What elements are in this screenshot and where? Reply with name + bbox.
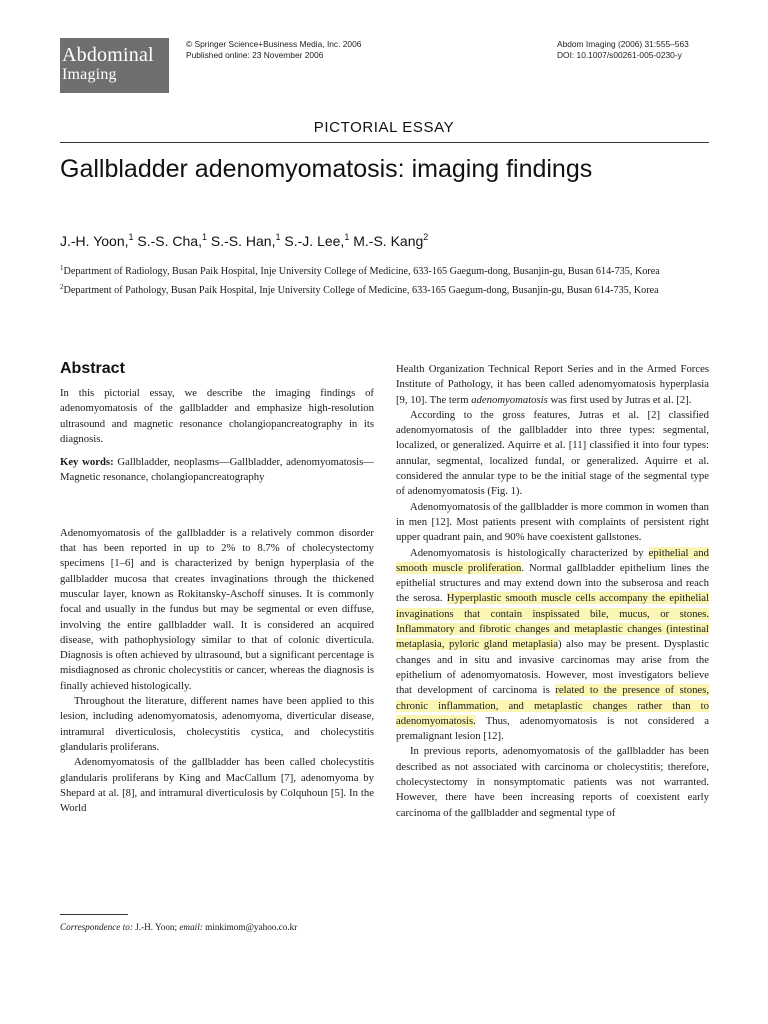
doi[interactable]: DOI: 10.1007/s00261-005-0230-y (557, 50, 682, 60)
body-paragraph: Adenomyomatosis of the gallbladder has been called cholecystitis glandularis proliferans by King and MacCallum [7], adenomyoma by Shepard at al. [8], and intramural diverticulosis by Colquhoun [5]. In the World (60, 756, 374, 815)
author[interactable]: S.-J. Lee,$^1$ (284, 232, 350, 249)
abstract-text: In this pictorial essay, we describe the imaging findings of adenomyomatosis of the gallbladder and emphasize high-resolution ultrasound and magnetic resonance cholangiopancreatography in its diagnosis. (60, 387, 374, 445)
author[interactable]: J.-H. Yoon,$^1$ (60, 232, 134, 249)
author[interactable]: S.-S. Han,$^1$ (210, 232, 281, 249)
body-paragraph: In previous reports, adenomyomatosis of the gallbladder has been described as not associated with carcinoma or cholecystitis; therefore, cholecystectomy in nonsymptomatic patients was not warranted. However, there have been increasing reports of coexistent early carcinoma of the gallbladder and segmental type of (396, 745, 709, 819)
article-title: Gallbladder adenomyomatosis: imaging findings (60, 155, 593, 183)
right-column (396, 362, 709, 821)
highlighted-text[interactable]: epithelial and smooth muscle proliferation (396, 546, 709, 574)
body-paragraph: Adenomyomatosis of the gallbladder is more common in women than in men [12]. Most patients present with complaints of persistent right upper quadrant pain, and 90% have coexistent gallstones. (396, 500, 709, 544)
published-online: Published online: 23 November 2006 (186, 50, 324, 60)
correspondence-footnote: Correspondence to: J.-H. Yoon; email: minkimom@yahoo.co.kr (60, 922, 298, 932)
journal-ref: Abdom Imaging (2006) 31:555–563 (557, 39, 689, 49)
highlighted-text[interactable]: Hyperplastic smooth muscle cells accompany the epithelial invaginations that contain inspissated bile, mucus, or stones. Inflammatory and fibrotic changes and metaplastic changes (intestinal metaplasia, pyloric gland metaplasia (396, 592, 710, 651)
keywords (60, 455, 374, 486)
keywords-text: Gallbladder, neoplasms—Gallbladder, adenomyomatosis—Magnetic resonance, cholangiopancreatography (60, 456, 374, 484)
left-column (60, 360, 374, 816)
term-emphasis: adenomyomatosis (471, 393, 548, 406)
email-link[interactable]: minkimom@yahoo.co.kr (202, 922, 298, 932)
footnote-rule (60, 914, 128, 915)
author[interactable]: M.-S. Kang$^2$ (353, 232, 429, 249)
body-paragraph: Health Organization Technical Report Series and in the Armed Forces Institute of Pathology, it has been called adenomyomatosis hyperplasia [9, 10]. The term adenomyomatosis was first used by Jutras et al. [2]. (396, 363, 709, 406)
keywords-label: Key words: (60, 456, 114, 469)
abstract-heading: Abstract (60, 360, 125, 377)
citation-info (557, 39, 709, 61)
copyright-line: © Springer Science+Business Media, Inc. 2006 (186, 39, 362, 49)
logo-line-2: Imaging (62, 66, 117, 83)
publisher-info (186, 39, 361, 61)
affiliations (60, 261, 710, 298)
highlighted-text[interactable]: related to the presence of stones, chronic inflammation, and metaplastic changes rather than to adenomyomatosis. (396, 684, 709, 727)
body-paragraph: Throughout the literature, different names have been applied to this lesion, including adenomyomatosis, adenomyoma, diverticular disease, intramural diverticulosis, cholecystitis cystica, and cholecystitis glandularis proliferans. (60, 695, 374, 753)
section-label: PICTORIAL ESSAY (313, 119, 455, 136)
author-list (60, 232, 428, 249)
body-paragraph: According to the gross features, Jutras et al. [2] classified adenomyomatosis of the gallbladder into three types: segmental, localized, or generalized. Aquirre et al. [11] classified it into four types: annular, segmental, localized fundal, or generalized. Aquirre et al. considered the annular type to be the initial stage of the segmental type of adenomyomatosis (Fig. 1). (396, 408, 709, 498)
journal-logo (60, 38, 169, 93)
affiliation-1: $^1$Department of Radiology, Busan Paik Hospital, Inje University College of Medicine, 633-165 Gaegum-dong, Busanjin-gu, Busan 614-735, Korea (60, 264, 660, 277)
logo-line-1: Abdominal (62, 44, 154, 66)
body-paragraph: Adenomyomatosis of the gallbladder is a relatively common disorder that has been reported in up to 2% to 8.7% of cholecystectomy specimens [1–6] and is characterized by benign hyperplasia of the gallbladder mucosa that creates invaginations through the thickened muscular layer, known as Rokitansky-Aschoff sinuses. It is commonly focal and usually in the fundus but may be segmental or even diffuse, involving the entire gallbladder wall. It is considered an acquired disease, with pathophysiology similar to that of colonic diverticula. Diagnosis is often achieved by ultrasound, but a significant percentage is misdiagnosed as chronic cholecystitis or cancer, whereas the diagnosis is finally achieved histologically. (60, 526, 374, 692)
affiliation-2: $^2$Department of Pathology, Busan Paik Hospital, Inje University College of Medicine, 633-165 Gaegum-dong, Busanjin-gu, Busan 614-735, Korea (60, 282, 659, 296)
header-rule (60, 142, 709, 143)
body-paragraph: Adenomyomatosis is histologically characterized by epithelial and smooth muscle proliferation. Normal gallbladder epithelium lines the epithelial structures and may extend down into the subserosa and reach the serosa. Hyperplastic smooth muscle cells accompany the epithelial invaginations that contain inspissated bile, mucus, or stones. Inflammatory and fibrotic changes and metaplastic changes (intestinal metaplasia, pyloric gland metaplasia) also may be present. Dysplastic changes and in situ and invasive carcinomas may arise from the epithelium of adenomyomatosis. However, most investigators believe that development of carcinoma is related to the presence of stones, chronic inflammation, and metaplastic changes rather than to adenomyomatosis. Thus, adenomyomatosis is not considered a premalignant lesion [12]. (396, 546, 710, 743)
author[interactable]: S.-S. Cha,$^1$ (137, 232, 208, 249)
